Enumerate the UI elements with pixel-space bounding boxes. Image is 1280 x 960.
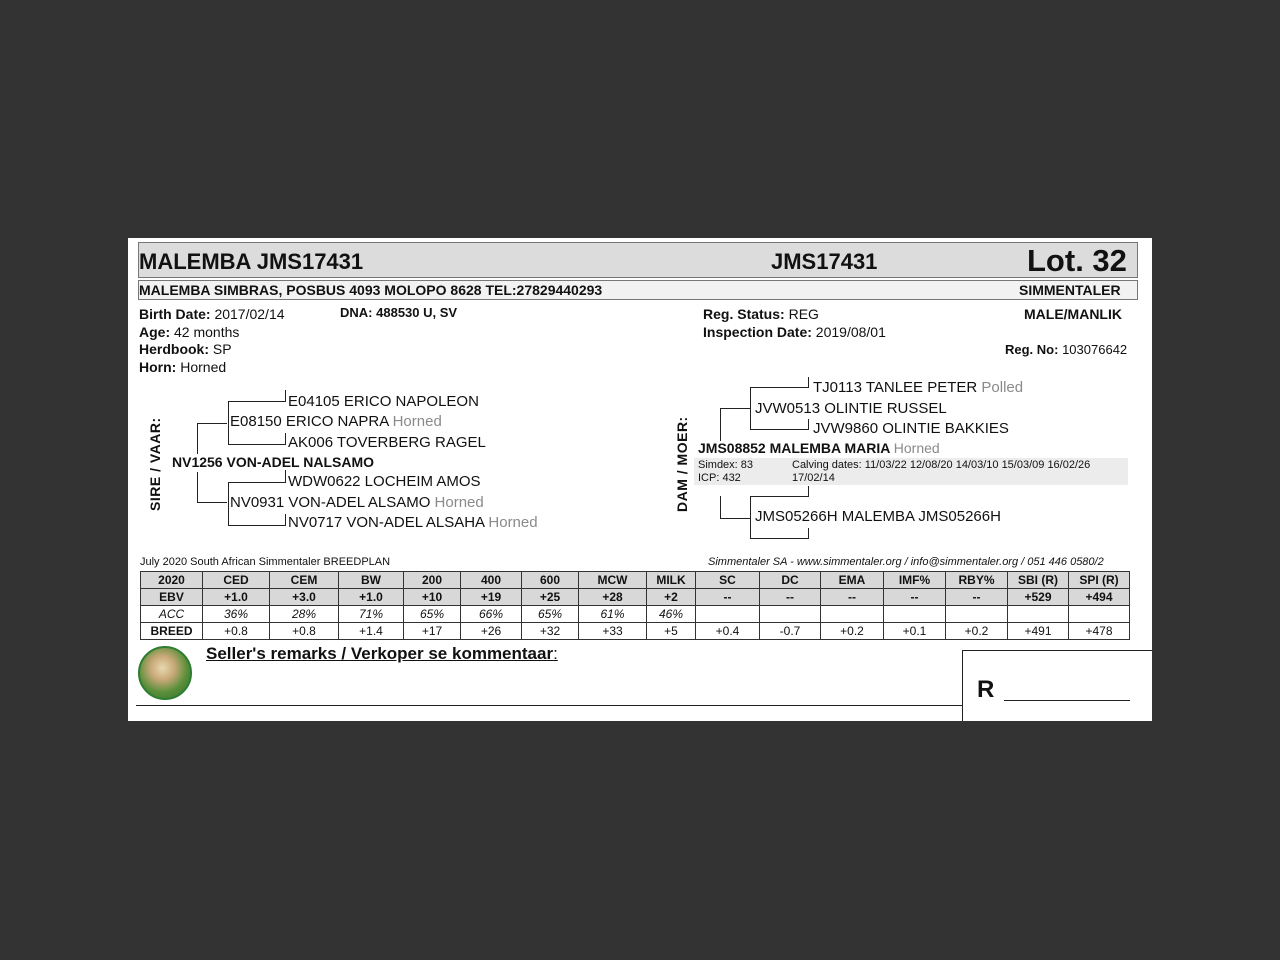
ebv-cell: +28 [579, 589, 647, 606]
ebv-cell: +494 [1069, 589, 1130, 606]
ebv-cell: +3.0 [270, 589, 339, 606]
dam-dam: JMS05266H MALEMBA JMS05266H [755, 508, 1001, 525]
sellers-remarks: Seller's remarks / Verkoper se kommentaar: [206, 644, 558, 663]
dam-sire-dam: JVW9860 OLINTIE BAKKIES [813, 420, 1009, 437]
reg-no: Reg. No: 103076642 [1005, 342, 1128, 357]
reg-status: Reg. Status: REG [703, 306, 819, 322]
sire-dam: NV0931 VON-ADEL ALSAMO Horned [230, 494, 484, 511]
ebv-cell: MILK [647, 572, 696, 589]
dam-simdex: Simdex: 83 [698, 459, 754, 471]
owner-info: MALEMBA SIMBRAS, POSBUS 4093 MOLOPO 8628 TEL:27829440293 [139, 282, 603, 298]
animal-code: JMS17431 [771, 249, 878, 274]
ebv-cell: BW [339, 572, 404, 589]
ebv-cell: +33 [579, 623, 647, 640]
age: Age: 42 months [139, 324, 240, 340]
dam-icp: ICP: 432 [698, 472, 741, 484]
ebv-cell: -- [821, 589, 884, 606]
ebv-cell: +26 [461, 623, 522, 640]
sex: MALE/MANLIK [1024, 306, 1122, 322]
horn: Horn: Horned [139, 359, 227, 375]
lot-number: Lot. 32 [1027, 243, 1127, 278]
ebv-cell: +2 [647, 589, 696, 606]
sire-name: NV1256 VON-ADEL NALSAMO [172, 454, 375, 470]
dam-calving-dates: Calving dates: 11/03/22 12/08/20 14/03/10 15/03/09 16/02/26 [792, 459, 1091, 471]
ebv-cell: +0.1 [884, 623, 946, 640]
birth-date: Birth Date: 2017/02/14 [139, 306, 285, 322]
ebv-cell: SC [696, 572, 760, 589]
dam-calving-dates-2: 17/02/14 [792, 472, 835, 484]
price-line[interactable] [1004, 700, 1130, 701]
breed-name: SIMMENTALER [1019, 282, 1121, 298]
ebv-cell: 28% [270, 606, 339, 623]
ebv-cell: 36% [203, 606, 270, 623]
ebv-cell: +0.8 [203, 623, 270, 640]
header-bar [138, 242, 1138, 278]
sire-dam-dam: NV0717 VON-ADEL ALSAHA Horned [288, 514, 538, 531]
ebv-row [141, 589, 1130, 606]
ebv-cell: 65% [522, 606, 579, 623]
ebv-cell: 65% [404, 606, 461, 623]
ebv-cell: 200 [404, 572, 461, 589]
ebv-cell: +25 [522, 589, 579, 606]
owner-bar [138, 280, 1138, 300]
lot-card [128, 238, 1152, 721]
ebv-cell: BREED [141, 623, 203, 640]
ebv-table [140, 571, 1130, 640]
ebv-cell: +478 [1069, 623, 1130, 640]
ebv-cell: 71% [339, 606, 404, 623]
ebv-cell: EBV [141, 589, 203, 606]
dam-sire-sire: TJ0113 TANLEE PETER Polled [813, 379, 1024, 396]
ebv-cell: +1.0 [339, 589, 404, 606]
ebv-cell: -- [696, 589, 760, 606]
ebv-cell: +19 [461, 589, 522, 606]
ebv-cell: +529 [1008, 589, 1069, 606]
ebv-cell: IMF% [884, 572, 946, 589]
ebv-cell [821, 606, 884, 623]
ebv-cell: -0.7 [760, 623, 821, 640]
breedplan-source: July 2020 South African Simmentaler BREEDPLAN [140, 556, 391, 568]
ebv-cell: 66% [461, 606, 522, 623]
ebv-cell: +0.2 [821, 623, 884, 640]
ebv-cell: CED [203, 572, 270, 589]
ebv-header-row [141, 572, 1130, 589]
ebv-cell [884, 606, 946, 623]
ebv-cell: +1.4 [339, 623, 404, 640]
simmentaler-sa-logo-icon [138, 646, 192, 700]
sire-label: SIRE / VAAR: [147, 417, 163, 511]
ebv-cell: SPI (R) [1069, 572, 1130, 589]
herdbook: Herdbook: SP [139, 341, 232, 357]
ebv-cell [1008, 606, 1069, 623]
ebv-cell [946, 606, 1008, 623]
sire-sire-sire: E04105 ERICO NAPOLEON [288, 393, 479, 410]
ebv-cell: 61% [579, 606, 647, 623]
ebv-cell: RBY% [946, 572, 1008, 589]
ebv-cell [760, 606, 821, 623]
ebv-cell: +1.0 [203, 589, 270, 606]
ebv-cell: +0.4 [696, 623, 760, 640]
ebv-cell: 600 [522, 572, 579, 589]
ebv-cell: EMA [821, 572, 884, 589]
acc-row [141, 606, 1130, 623]
ebv-cell: +17 [404, 623, 461, 640]
breedplan-contact: Simmentaler SA - www.simmentaler.org / info@simmentaler.org / 051 446 0580/2 [708, 556, 1104, 568]
ebv-cell: -- [884, 589, 946, 606]
ebv-cell: -- [946, 589, 1008, 606]
ebv-cell: SBI (R) [1008, 572, 1069, 589]
ebv-cell: +491 [1008, 623, 1069, 640]
breed-row [141, 623, 1130, 640]
ebv-cell: ACC [141, 606, 203, 623]
ebv-cell: 2020 [141, 572, 203, 589]
price-label: R [977, 676, 995, 703]
sire-sire-dam: AK006 TOVERBERG RAGEL [288, 434, 486, 451]
ebv-cell: -- [760, 589, 821, 606]
ebv-cell: +5 [647, 623, 696, 640]
ebv-cell: +32 [522, 623, 579, 640]
sire-dam-sire: WDW0622 LOCHEIM AMOS [288, 473, 481, 490]
dam-name: JMS08852 MALEMBA MARIA Horned [698, 440, 940, 456]
sire-sire: E08150 ERICO NAPRA Horned [230, 413, 442, 430]
dam-sire: JVW0513 OLINTIE RUSSEL [755, 400, 947, 417]
ebv-cell: +0.2 [946, 623, 1008, 640]
ebv-cell [1069, 606, 1130, 623]
ebv-cell: MCW [579, 572, 647, 589]
ebv-cell [696, 606, 760, 623]
animal-name: MALEMBA JMS17431 [139, 249, 364, 274]
ebv-cell: 46% [647, 606, 696, 623]
inspection-date: Inspection Date: 2019/08/01 [703, 324, 886, 340]
dna: DNA: 488530 U, SV [340, 305, 458, 320]
ebv-cell: +10 [404, 589, 461, 606]
ebv-cell: DC [760, 572, 821, 589]
ebv-cell: 400 [461, 572, 522, 589]
dam-label: DAM / MOER: [674, 416, 690, 512]
ebv-cell: CEM [270, 572, 339, 589]
ebv-cell: +0.8 [270, 623, 339, 640]
